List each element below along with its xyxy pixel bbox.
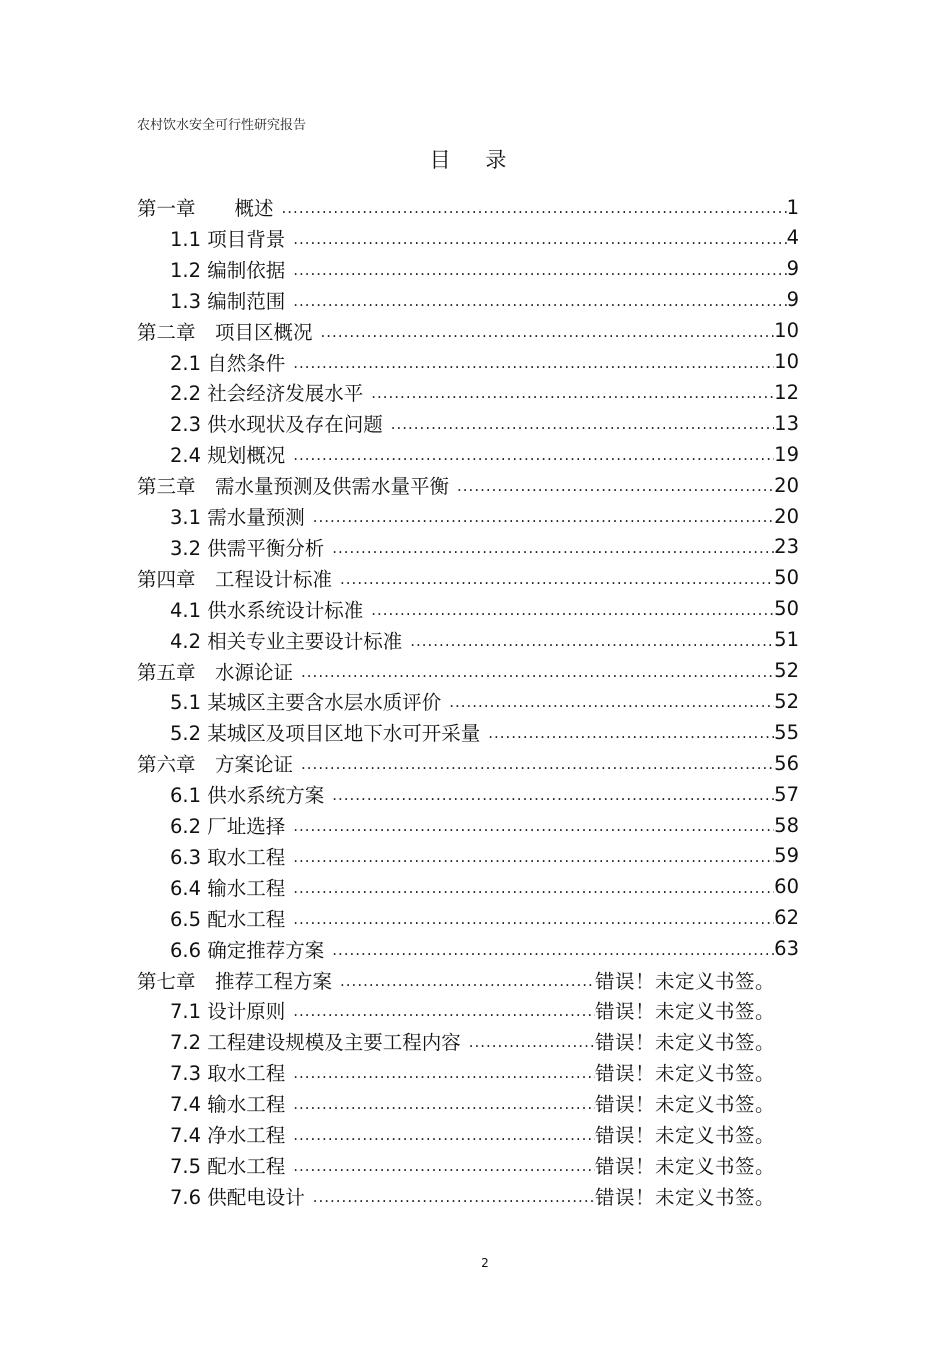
toc-leader-dots: [313, 508, 774, 530]
toc-leader-dots: [293, 1126, 595, 1148]
toc-entry-page: 52: [774, 659, 799, 682]
toc-entry-label: 7.4 净水工程: [170, 1124, 286, 1147]
toc-entry-label: 1.2 编制依据: [170, 258, 286, 282]
toc-leader-dots: [332, 539, 774, 561]
toc-leader-dots: [282, 199, 787, 221]
toc-chapter-entry[interactable]: [137, 966, 775, 994]
toc-entry-page: 50: [774, 566, 799, 590]
toc-entry-label: 第三章 需水量预测及供需水量平衡: [137, 475, 450, 499]
toc-section-entry[interactable]: [170, 286, 799, 314]
toc-entry-page: 62: [774, 906, 799, 930]
toc-entry-page: 错误！未定义书签。: [594, 1093, 775, 1117]
toc-entry-page: 50: [774, 597, 799, 621]
toc-entry-page: 60: [774, 875, 799, 899]
toc-entry-label: 3.2 供需平衡分析: [170, 536, 325, 560]
toc-entry-label: 1.3 编制范围: [170, 289, 286, 313]
toc-leader-dots: [293, 446, 774, 468]
toc-entry-label: 6.4 输水工程: [170, 876, 286, 900]
document-header: 农村饮水安全可行性研究报告: [137, 118, 307, 133]
page-title: 目 录: [429, 148, 521, 172]
toc-entry-page: 错误！未定义书签。: [594, 1154, 775, 1178]
toc-leader-dots: [301, 755, 774, 777]
toc-section-entry[interactable]: [170, 873, 799, 901]
toc-chapter-entry[interactable]: [137, 471, 799, 499]
toc-entry-label: 7.3 取水工程: [170, 1062, 286, 1086]
toc-entry-label: 2.1 自然条件: [170, 351, 286, 375]
toc-entry-label: 7.5 配水工程: [170, 1154, 286, 1178]
toc-entry-page: 19: [774, 442, 799, 466]
toc-entry-page: 51: [774, 628, 799, 652]
toc-chapter-entry[interactable]: [137, 657, 799, 685]
toc-leader-dots: [371, 601, 774, 623]
toc-section-entry[interactable]: [170, 780, 799, 808]
toc-entry-page: 9: [786, 288, 799, 312]
toc-entry-page: 9: [786, 257, 799, 281]
toc-section-entry[interactable]: [170, 904, 799, 932]
toc-entry-page: 13: [774, 411, 799, 435]
toc-section-entry[interactable]: [170, 996, 775, 1024]
toc-leader-dots: [340, 972, 595, 994]
toc-section-entry[interactable]: [170, 1182, 775, 1210]
toc-section-entry[interactable]: [170, 1151, 775, 1179]
toc-entry-label: 7.1 设计原则: [170, 1000, 286, 1024]
toc-chapter-entry[interactable]: [137, 749, 799, 777]
toc-entry-page: 56: [774, 751, 799, 775]
toc-leader-dots: [457, 477, 774, 499]
toc-entry-label: 4.1 供水系统设计标准: [170, 598, 364, 622]
toc-section-entry[interactable]: [170, 626, 799, 654]
toc-leader-dots: [293, 1002, 595, 1024]
toc-leader-dots: [332, 941, 774, 963]
toc-section-entry[interactable]: [170, 409, 799, 437]
toc-leader-dots: [449, 693, 774, 715]
toc-entry-label: 6.3 取水工程: [170, 845, 286, 869]
toc-entry-page: 1: [786, 195, 799, 219]
toc-entry-label: 6.6 确定推荐方案: [170, 938, 325, 962]
toc-entry-page: 错误！未定义书签。: [594, 969, 775, 993]
toc-entry-label: 2.2 社会经济发展水平: [170, 382, 364, 406]
toc-leader-dots: [340, 570, 774, 592]
toc-section-entry[interactable]: [170, 935, 799, 963]
toc-leader-dots: [293, 1064, 595, 1086]
toc-entry-label: 5.2 某城区及项目区地下水可开采量: [170, 722, 481, 746]
toc-leader-dots: [469, 1033, 595, 1055]
toc-entry-page: 63: [774, 937, 799, 961]
toc-section-entry[interactable]: [170, 440, 799, 468]
toc-entry-page: 错误！未定义书签。: [594, 1185, 775, 1209]
toc-entry-page: 55: [774, 720, 799, 744]
toc-leader-dots: [293, 879, 774, 901]
toc-entry-page: 错误！未定义书签。: [594, 1062, 775, 1086]
toc-entry-label: 第六章 方案论证: [137, 753, 294, 777]
toc-chapter-entry[interactable]: [137, 193, 799, 221]
toc-entry-page: 57: [774, 782, 799, 806]
toc-leader-dots: [391, 415, 774, 437]
toc-leader-dots: [293, 1157, 595, 1179]
toc-entry-page: 错误！未定义书签。: [594, 1124, 775, 1147]
toc-entry-label: 2.4 规划概况: [170, 444, 286, 468]
toc-entry-label: 第五章 水源论证: [137, 660, 294, 684]
toc-leader-dots: [293, 354, 774, 376]
page-number: 2: [481, 1256, 489, 1270]
toc-entry-label: 第四章 工程设计标准: [137, 567, 333, 591]
toc-section-entry[interactable]: [170, 1089, 775, 1117]
toc-section-entry[interactable]: [170, 1120, 775, 1148]
toc-leader-dots: [293, 261, 786, 283]
toc-entry-page: 4: [786, 226, 799, 250]
toc-entry-label: 3.1 需水量预测: [170, 506, 305, 529]
toc-leader-dots: [293, 1095, 595, 1117]
toc-section-entry[interactable]: [170, 842, 799, 870]
toc-entry-label: 7.4 输水工程: [170, 1093, 286, 1117]
toc-entry-label: 6.2 厂址选择: [170, 815, 286, 838]
toc-leader-dots: [488, 724, 774, 746]
toc-entry-label: 第一章 概述: [137, 197, 274, 220]
toc-entry-page: 23: [774, 535, 799, 559]
toc-section-entry[interactable]: [170, 378, 799, 406]
toc-chapter-entry[interactable]: [137, 564, 799, 592]
toc-leader-dots: [293, 848, 774, 870]
toc-entry-page: 10: [774, 319, 799, 343]
toc-entry-page: 12: [774, 380, 799, 404]
toc-entry-label: 4.2 相关专业主要设计标准: [170, 629, 403, 653]
toc-section-entry[interactable]: [170, 811, 799, 839]
toc-leader-dots: [371, 384, 774, 406]
toc-entry-label: 5.1 某城区主要含水层水质评价: [170, 691, 442, 715]
toc-entry-page: 错误！未定义书签。: [594, 1031, 775, 1055]
toc-leader-dots: [313, 1188, 595, 1210]
toc-entry-page: 58: [774, 813, 799, 837]
toc-section-entry[interactable]: [170, 1058, 775, 1086]
toc-entry-page: 20: [774, 504, 799, 528]
toc-section-entry[interactable]: [170, 255, 799, 283]
toc-entry-page: 59: [774, 844, 799, 868]
toc-leader-dots: [332, 786, 774, 808]
toc-section-entry[interactable]: [170, 348, 799, 376]
toc-leader-dots: [321, 323, 775, 345]
toc-chapter-entry[interactable]: [137, 317, 799, 345]
toc-section-entry[interactable]: [170, 533, 799, 561]
toc-leader-dots: [301, 663, 774, 685]
toc-entry-page: 10: [774, 350, 799, 373]
toc-leader-dots: [293, 910, 774, 932]
toc-section-entry[interactable]: [170, 595, 799, 623]
toc-entry-label: 7.2 工程建设规模及主要工程内容: [170, 1031, 461, 1055]
toc-entry-label: 6.5 配水工程: [170, 907, 286, 931]
toc-section-entry[interactable]: [170, 502, 799, 530]
toc-leader-dots: [410, 632, 774, 654]
toc-section-entry[interactable]: [170, 224, 799, 252]
toc-leader-dots: [293, 230, 786, 252]
toc-entry-label: 6.1 供水系统方案: [170, 784, 325, 808]
toc-section-entry[interactable]: [170, 687, 799, 715]
toc-leader-dots: [293, 817, 774, 839]
toc-leader-dots: [293, 292, 786, 314]
toc-section-entry[interactable]: [170, 718, 799, 746]
toc-entry-label: 第二章 项目区概况: [137, 320, 313, 344]
toc-entry-label: 2.3 供水现状及存在问题: [170, 413, 383, 437]
toc-entry-label: 第七章 推荐工程方案: [137, 969, 333, 993]
toc-entry-label: 7.6 供配电设计: [170, 1185, 305, 1209]
toc-entry-page: 52: [774, 689, 799, 713]
toc-section-entry[interactable]: [170, 1027, 775, 1055]
toc-entry-page: 20: [774, 473, 799, 497]
toc-entry-label: 1.1 项目背景: [170, 227, 286, 251]
toc-entry-page: 错误！未定义书签。: [594, 1000, 775, 1024]
